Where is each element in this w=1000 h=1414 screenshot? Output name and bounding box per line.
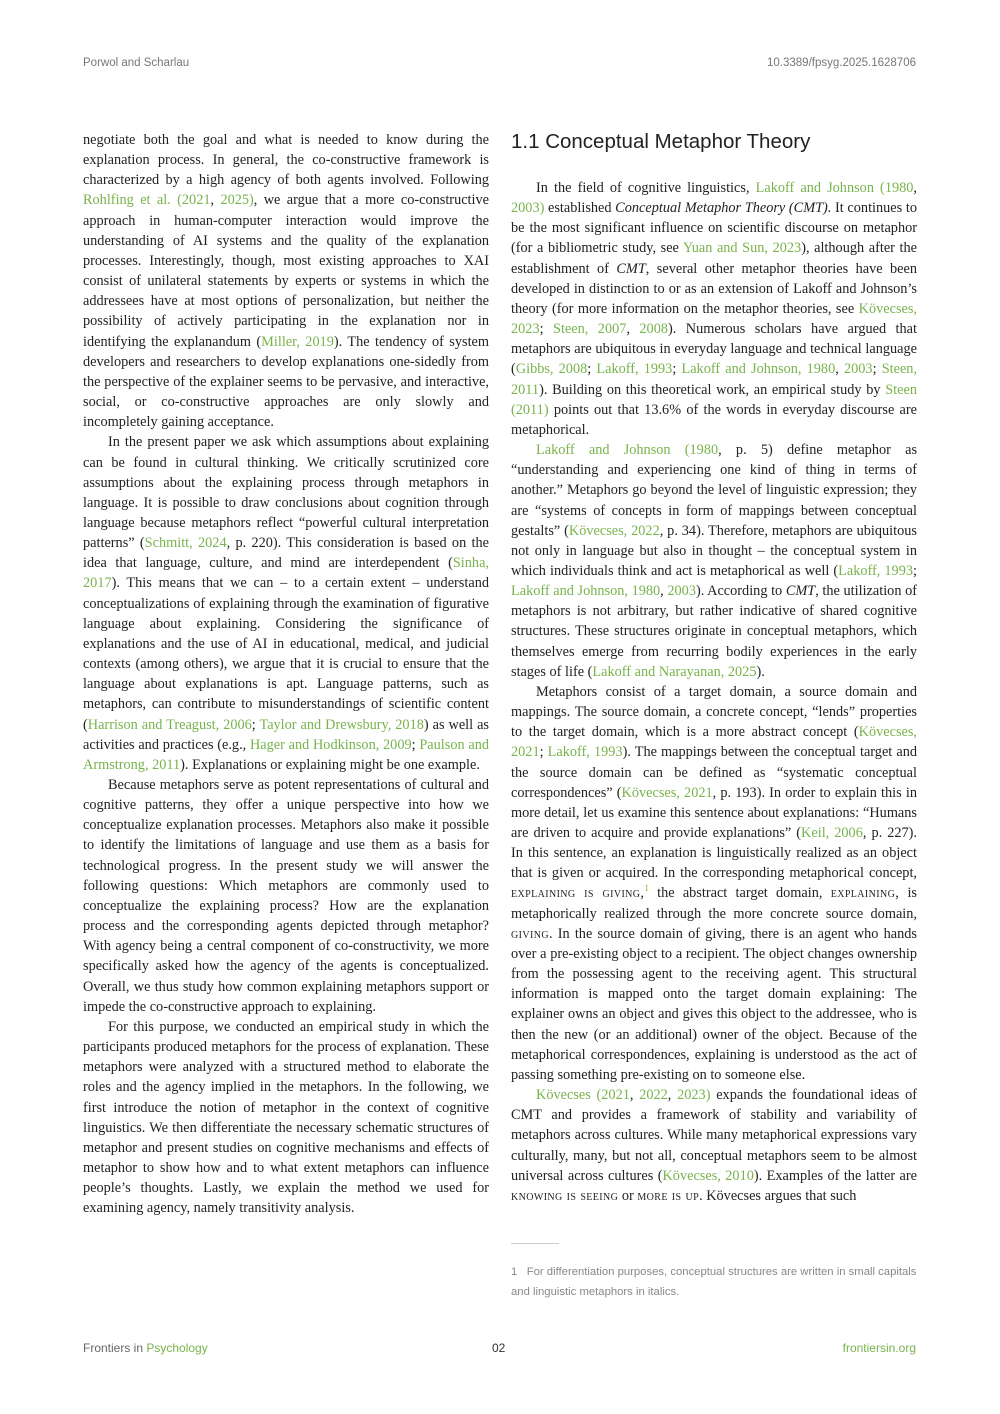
paragraph: For this purpose, we conducted an empirical study in which the participants produced metaphors for the process of explanation. These metaphors were analyzed with a structured method to elaborate the roles and the agency implied in the metaphors. In the following, we first introduce the notion of metaphor in the context of cognitive linguistics. We then differentiate the necessary schematic structures of metaphor and present studies on cognitive mechanisms and effects of metaphor to show how and to what extent metaphors can influence people’s thoughts. Lastly, we explain the method we used for examining agency, namely transitivity analysis. xyxy=(83,1018,489,1217)
italic-term: CMT xyxy=(616,260,646,277)
citation-link[interactable]: Rohlfing et al. (2021 xyxy=(83,192,211,209)
journal-name-link[interactable]: Psychology xyxy=(146,1341,208,1355)
text: Metaphors consist of a target domain, a source domain and mappings. The source domain, a concrete concept, “lends” properties to the target domain, which is a more abstract concept ( xyxy=(511,683,917,741)
text: ; xyxy=(587,361,597,378)
text: ; xyxy=(251,716,260,733)
citation-link[interactable]: Lakoff, 1993 xyxy=(838,562,914,579)
citation-link[interactable]: Lakoff and Narayanan, 2025 xyxy=(592,663,757,680)
text: ; xyxy=(672,361,682,378)
paragraph xyxy=(511,440,917,682)
footnote-number: 1 xyxy=(511,1266,518,1278)
citation-link[interactable]: Miller, 2019 xyxy=(261,333,334,350)
text: , p. 220). This consideration is based on the idea that language, culture, and mind are interdependent ( xyxy=(83,535,489,572)
text: negotiate both the goal and what is needed to know during the explanation process. In general, the co-constructive framework is characterized by a high agency of both agents involved. Following xyxy=(83,132,489,189)
right-column xyxy=(511,130,917,1206)
text: , the utilization of metaphors is not arbitrary, but rather indicative of shared cognitive structures. These structures originate in conceptual metaphors, which themselves emerge from recurring bodily experiences in the early stages of life ( xyxy=(511,583,917,680)
citation-link[interactable]: Gibbs, 2008 xyxy=(515,361,588,378)
text: ), although after the establishment of xyxy=(511,240,917,277)
citation-link[interactable]: 2003 xyxy=(667,583,696,600)
text: ). Examples of the latter are xyxy=(753,1167,918,1184)
text: or xyxy=(618,1187,638,1204)
citation-link[interactable]: Kövecses, 2021 xyxy=(511,724,917,761)
running-header-authors: Porwol and Scharlau xyxy=(83,57,190,69)
paragraph xyxy=(511,682,917,1085)
footnote-text: For differentiation purposes, conceptual structures are written in small capitals and linguistic metaphors in italics. xyxy=(511,1266,917,1298)
text: , p. 34). Therefore, metaphors are ubiquitous not only in language but also in thought – the conceptual system in which individuals think and act is metaphorical as well ( xyxy=(511,522,917,579)
text: , p. 193). In order to explain this in more detail, let us examine this sentence about explanations: “Humans are driven to acquire and provide explanations” ( xyxy=(511,784,917,841)
text: the abstract target domain, xyxy=(648,885,831,902)
text: ; xyxy=(539,321,554,338)
citation-link[interactable]: Harrison and Treagust, 2006 xyxy=(87,716,252,733)
text: , xyxy=(210,192,221,209)
text: ; xyxy=(872,361,882,378)
citation-link[interactable]: Steen, 2011 xyxy=(511,361,918,398)
citation-link[interactable]: Kövecses, 2022 xyxy=(568,522,660,539)
citation-link[interactable]: Paulson and Armstrong, 2011 xyxy=(83,736,489,773)
text: , we argue that a more co-constructive approach in human-computer interaction would improve the understanding of AI systems and the quality of the explanation processes. Interestingly, though, most existing approaches to XAI consist of unilateral statements by experts or systems in which the addressees have at most options of personalization, but neither the possibility of actively participating in the explanation nor in identifying the explanandum ( xyxy=(83,192,489,350)
citation-link[interactable]: Lakoff and Johnson (1980 xyxy=(755,180,914,196)
text: , xyxy=(667,1087,678,1104)
small-caps-concept: explaining, xyxy=(830,885,900,902)
text: ; xyxy=(913,562,917,579)
text: ; xyxy=(539,744,548,761)
citation-link[interactable]: Keil, 2006 xyxy=(801,825,863,841)
small-caps-concept: explaining is giving, xyxy=(511,885,645,902)
text: . Kövecses argues that such xyxy=(699,1187,857,1204)
text: ; xyxy=(411,736,420,753)
citation-link[interactable]: Kövecses, 2021 xyxy=(621,784,713,801)
footnote-divider xyxy=(511,1243,559,1244)
left-column xyxy=(83,130,489,1218)
text: , xyxy=(835,361,844,378)
paragraph xyxy=(511,178,917,440)
citation-link[interactable]: 2025) xyxy=(220,192,254,209)
text: expands the foundational ideas of CMT and provides a framework of stability and variability of metaphors across cultures. While many metaphorical expressions vary culturally, many, but not all, conceptual metaphors seem to be almost universal across cultures ( xyxy=(511,1087,917,1184)
text: , xyxy=(913,180,917,196)
text: , several other metaphor theories have been developed in distinction to or as an extension of Lakoff and Johnson’s theory (for more information on the metaphor theories, see xyxy=(511,260,917,317)
citation-link[interactable]: Hager and Hodkinson, 2009 xyxy=(249,736,412,753)
citation-link[interactable]: 2022 xyxy=(639,1087,668,1104)
footnote-marker[interactable]: 1 xyxy=(644,883,649,894)
text: points out that 13.6% of the words in everyday discourse are metaphorical. xyxy=(511,401,917,438)
paragraph xyxy=(83,130,489,432)
text: It continues to be the most significant influence on scientific discourse on metaphor (for a bibliometric study, see xyxy=(511,200,917,257)
italic-term: CMT xyxy=(785,583,816,600)
small-caps-concept: giving xyxy=(511,925,549,942)
citation-link[interactable]: Lakoff and Johnson (1980 xyxy=(536,442,719,459)
italic-term: Conceptual Metaphor Theory (CMT). xyxy=(615,200,832,217)
text: ). According to xyxy=(695,583,786,600)
site-link[interactable]: frontiersin.org xyxy=(842,1341,916,1355)
text: In the present paper we ask which assumptions about explaining can be found in cultural thinking. We critically scrutinized core assumptions about the explaining process through metaphors in language. It is possible to draw conclusions about cognition through language because metaphors reflect “powerful cultural interpretation patterns” ( xyxy=(83,434,489,552)
citation-link[interactable]: Lakoff and Johnson, 1980 xyxy=(681,361,836,378)
paragraph xyxy=(511,1085,917,1206)
text: ). Numerous scholars have argued that metaphors are ubiquitous in everyday language and technical language ( xyxy=(511,321,917,378)
text: ). xyxy=(756,663,765,680)
citation-link[interactable]: Sinha, 2017 xyxy=(83,555,489,592)
text: , p. 227). In this sentence, an explanation is linguistically realized as an object that is given or acquired. In the corresponding metaphorical concept, xyxy=(511,825,917,882)
paragraph xyxy=(83,432,489,775)
citation-link[interactable]: Steen (2011) xyxy=(511,381,917,418)
running-header-doi: 10.3389/fpsyg.2025.1628706 xyxy=(767,57,916,69)
page-number: 02 xyxy=(492,1341,506,1355)
citation-link[interactable]: Lakoff, 1993 xyxy=(547,744,623,761)
citation-link[interactable]: 2008 xyxy=(639,321,668,338)
text: . In the source domain of giving, there is an agent who hands over a pre-existing object to a recipient. The object changes ownership from the possessing agent to the receiving agent. This structural information is mapped onto the target domain explaining: The explainer owns an object and gives this object to the addressee, who is then the new (or an additional) owner of the object. Because of the metaphorical correspondences, explaining is understood as the act of passing something pre-existing on to someone else. xyxy=(511,925,917,1083)
citation-link[interactable]: Lakoff, 1993 xyxy=(596,361,673,378)
small-caps-concept: more is up xyxy=(637,1187,700,1204)
small-caps-concept: knowing is seeing xyxy=(511,1187,619,1204)
text: In the field of cognitive linguistics, xyxy=(536,180,756,196)
footer-journal xyxy=(83,1341,208,1355)
citation-link[interactable]: Steen, 2007 xyxy=(553,321,627,338)
citation-link[interactable]: 2003) xyxy=(511,200,545,217)
journal-prefix: Frontiers in xyxy=(83,1341,147,1355)
footnote xyxy=(511,1262,917,1302)
text: , xyxy=(660,583,668,600)
paragraph: Because metaphors serve as potent representations of cultural and cognitive patterns, they offer a unique perspective into how we conceptualize explanation processes. Metaphors also make it possible to identify the limitations of language and use them as a basis for technological progress. In the present study we will answer the following questions: Which metaphors are commonly used to conceptualize the explaining process? How are the explanation process and the corresponding agents depicted through metaphor? With agency being a central component of co-constructivity, we more specifically asked how the agency of the agents is conceptualized. Overall, we thus study how common explaining metaphors support or impede the co-constructive approach to explaining. xyxy=(83,777,489,1015)
section-heading: 1.1 Conceptual Metaphor Theory xyxy=(511,130,811,153)
text: ). Explanations or explaining might be one example. xyxy=(180,756,480,773)
citation-link[interactable]: Lakoff and Johnson, 1980 xyxy=(511,583,661,600)
text: is metaphorically realized through the more concrete source domain, xyxy=(511,885,917,922)
citation-link[interactable]: Kövecses, 2023 xyxy=(511,300,917,338)
text: ). This means that we can – to a certain extent – understand conceptualizations of explaining through the examination of figurative language about explaining. Considering the significance of explanations and the use of AI in educational, medical, and judicial contexts (among others), we argue that it is crucial to ensure that the language about explanations is apt. Language patterns, such as metaphors, can contribute to misunderstandings of scientific content ( xyxy=(83,575,489,733)
text: , p. 5) define metaphor as “understanding and experiencing one kind of thing in terms of another.” Metaphors go beyond the level of linguistic expression; they are “systems of concepts in form of mappings between conceptual gestalts” ( xyxy=(511,442,918,539)
citation-link[interactable]: Kövecses, 2010 xyxy=(662,1167,754,1184)
text: ) as well as activities and practices (e.g., xyxy=(83,716,489,753)
citation-link[interactable]: Kövecses (2021 xyxy=(536,1087,630,1104)
citation-link[interactable]: 2003 xyxy=(843,361,873,378)
text: established xyxy=(544,200,616,217)
citation-link[interactable]: Yuan and Sun, 2023 xyxy=(682,240,802,257)
text: ). The mappings between the conceptual target and the source domain can be defined as “systematic conceptual correspondences” ( xyxy=(511,744,918,801)
text: , xyxy=(626,321,640,338)
citation-link[interactable]: Schmitt, 2024 xyxy=(144,535,227,552)
citation-link[interactable]: 2023) xyxy=(677,1087,711,1104)
citation-link[interactable]: Taylor and Drewsbury, 2018 xyxy=(259,716,424,733)
text: , xyxy=(629,1087,640,1104)
text: ). The tendency of system developers and researchers to develop explanations one-sidedly from the perspective of the explainer seems to be pervasive, and interactive, social, or co-constructive approaches are only slowly and incompletely gaining acceptance. xyxy=(83,333,490,431)
text: ). Building on this theoretical work, an empirical study by xyxy=(539,381,886,398)
